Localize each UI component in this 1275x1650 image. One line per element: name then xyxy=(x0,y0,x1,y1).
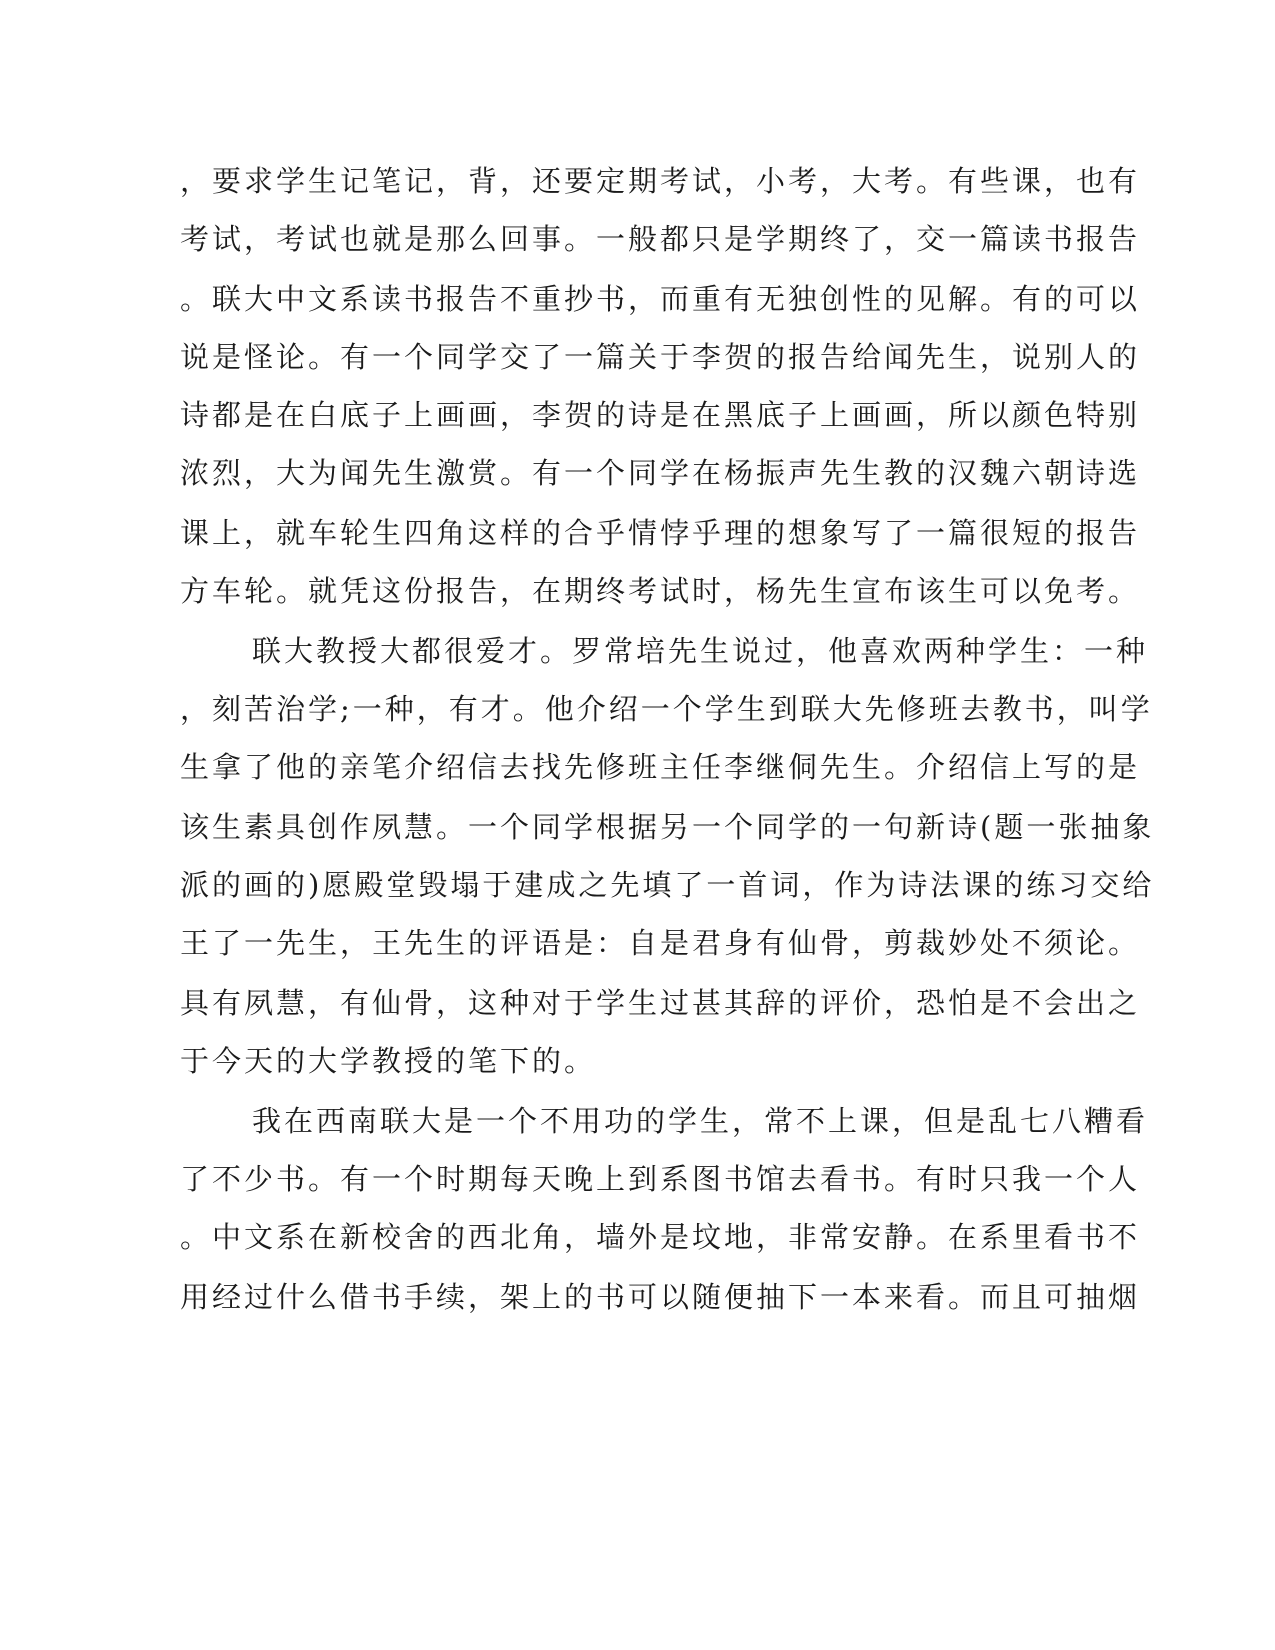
paragraph-start-line: 我在西南联大是一个不用功的学生，常不上课，但是乱七八糟看 xyxy=(252,1104,1149,1138)
text-line: 考试，考试也就是那么回事。一般都只是学期终了，交一篇读书报告 xyxy=(180,222,1141,256)
text-line: 生拿了他的亲笔介绍信去找先修班主任李继侗先生。介绍信上写的是 xyxy=(180,750,1141,784)
text-line: 。联大中文系读书报告不重抄书，而重有无独创性的见解。有的可以 xyxy=(180,282,1141,316)
text-line: 了不少书。有一个时期每天晚上到系图书馆去看书。有时只我一个人 xyxy=(180,1162,1141,1196)
text-line: 。中文系在新校舍的西北角，墙外是坟地，非常安静。在系里看书不 xyxy=(180,1220,1141,1254)
text-line: 诗都是在白底子上画画，李贺的诗是在黑底子上画画，所以颜色特别 xyxy=(180,398,1141,432)
text-line: 浓烈，大为闻先生激赏。有一个同学在杨振声先生教的汉魏六朝诗选 xyxy=(180,456,1141,490)
text-line: 于今天的大学教授的笔下的。 xyxy=(180,1044,597,1078)
text-line: ，刻苦治学;一种，有才。他介绍一个学生到联大先修班去教书，叫学 xyxy=(180,692,1153,726)
text-line: 王了一先生，王先生的评语是：自是君身有仙骨，剪裁妙处不须论。 xyxy=(180,926,1141,960)
text-line: ，要求学生记笔记，背，还要定期考试，小考，大考。有些课，也有 xyxy=(180,164,1141,198)
text-line: 具有夙慧，有仙骨，这种对于学生过甚其辞的评价，恐怕是不会出之 xyxy=(180,986,1141,1020)
text-line: 方车轮。就凭这份报告，在期终考试时，杨先生宣布该生可以免考。 xyxy=(180,574,1141,608)
text-line: 课上，就车轮生四角这样的合乎情悖乎理的想象写了一篇很短的报告 xyxy=(180,516,1141,550)
text-line: 用经过什么借书手续，架上的书可以随便抽下一本来看。而且可抽烟 xyxy=(180,1280,1141,1314)
text-line: 派的画的)愿殿堂毁塌于建成之先填了一首词，作为诗法课的练习交给 xyxy=(180,868,1155,902)
text-line: 该生素具创作夙慧。一个同学根据另一个同学的一句新诗(题一张抽象 xyxy=(180,810,1155,844)
text-line: 说是怪论。有一个同学交了一篇关于李贺的报告给闻先生，说别人的 xyxy=(180,340,1141,374)
paragraph-start-line: 联大教授大都很爱才。罗常培先生说过，他喜欢两种学生：一种 xyxy=(252,634,1149,668)
